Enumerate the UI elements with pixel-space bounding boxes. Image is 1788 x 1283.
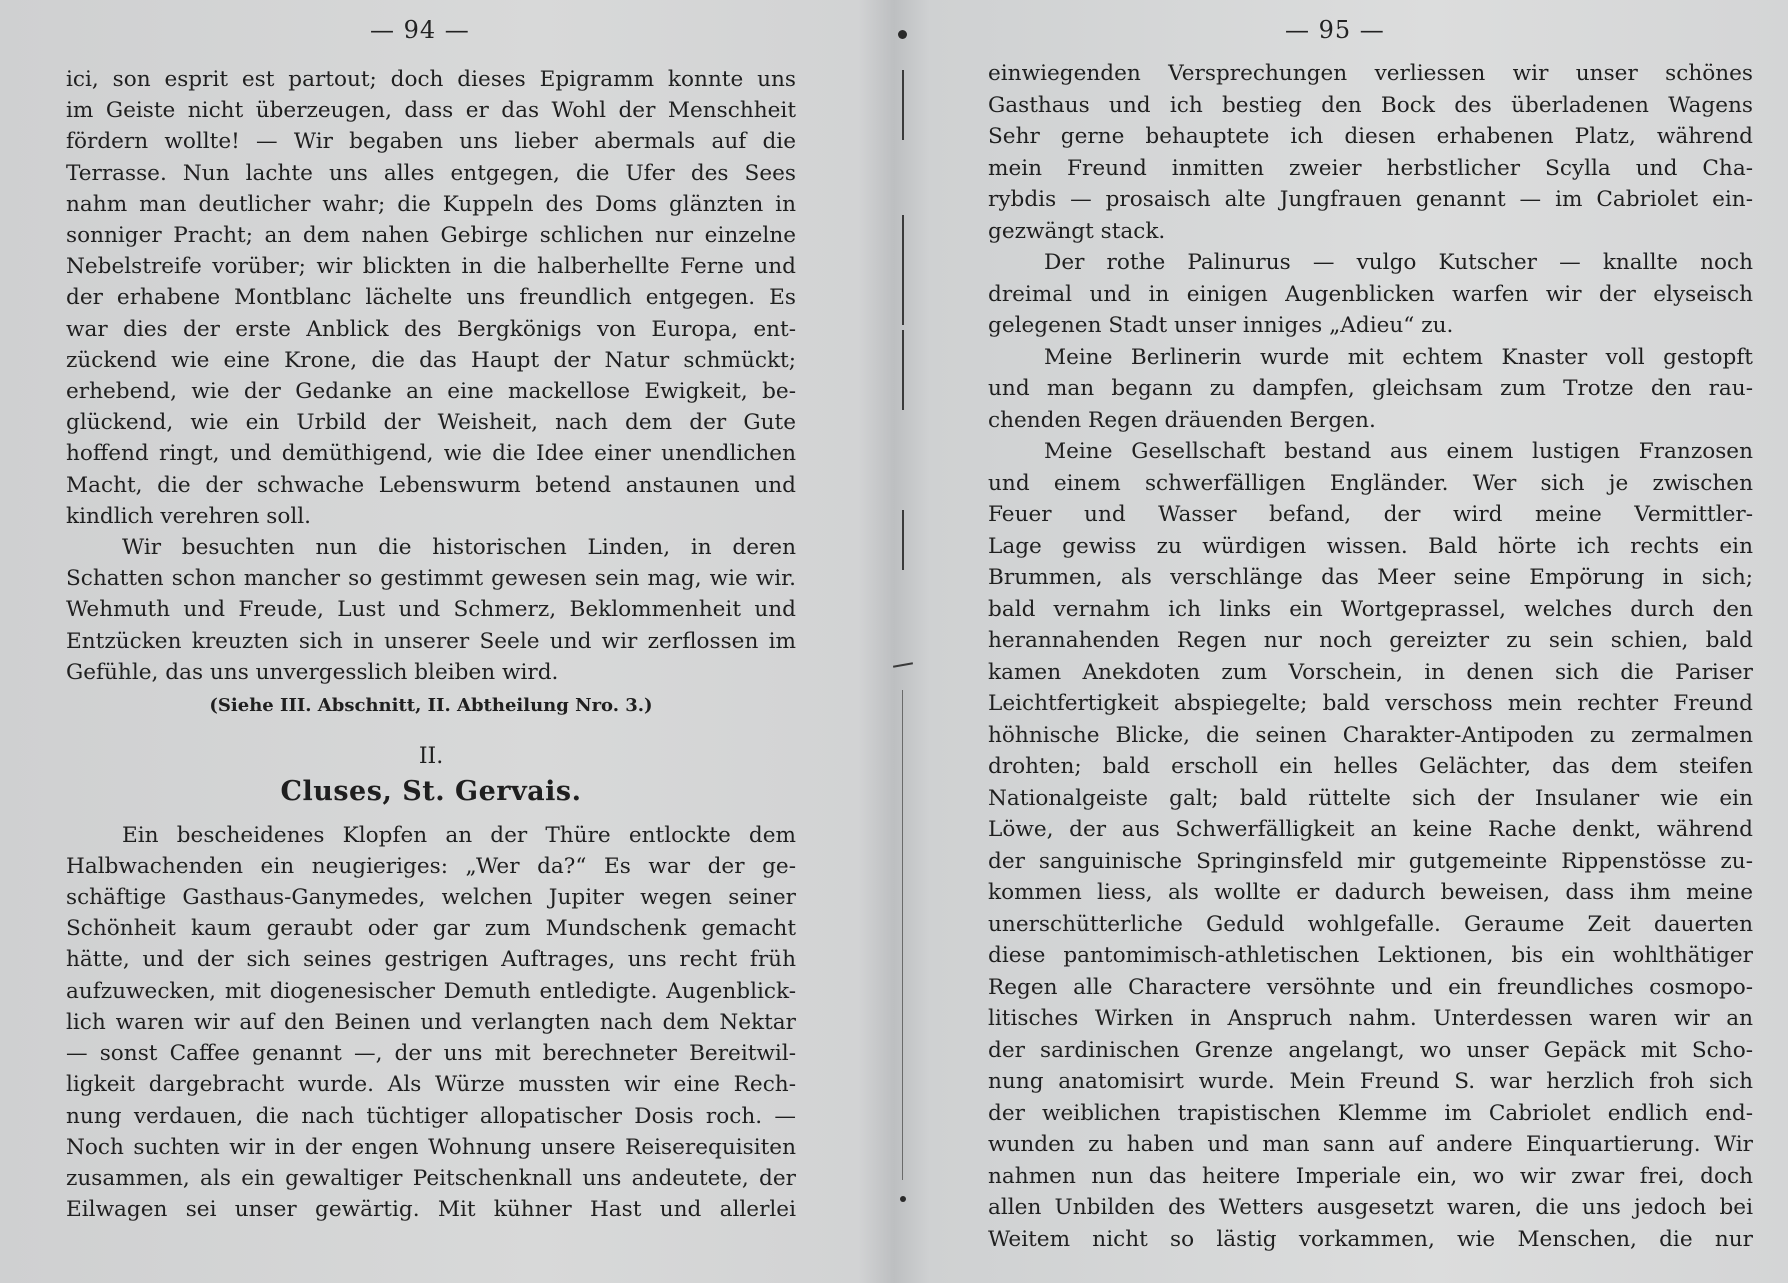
text-line: nung verdauen, die nach tüchtiger allopatischer Dosis roch. — xyxy=(66,1103,796,1129)
text-line: der erhabene Montblanc lächelte uns freundlich entgegen. Es xyxy=(66,285,796,311)
text-line: Löwe, der aus Schwerfälligkeit an keine Rache denkt, während xyxy=(988,817,1753,842)
gutter-mark xyxy=(900,1196,906,1202)
gutter-mark xyxy=(902,510,904,570)
text-line: und man begann zu dampfen, gleichsam zum Trotze den rau- xyxy=(988,376,1753,401)
text-line: Nationalgeiste galt; bald rüttelte sich der Insulaner wie ein xyxy=(988,785,1753,811)
text-line: wunden zu haben und man sann auf andere Einquartierung. Wir xyxy=(988,1132,1753,1157)
text-line: der sardinischen Grenze angelangt, wo unser Gepäck mit Scho- xyxy=(988,1037,1753,1063)
text-line: einwiegenden Versprechungen verliessen wir unser schönes xyxy=(988,61,1753,86)
text-line: lich waren wir auf den Beinen und verlangten nach dem Nektar xyxy=(66,1009,796,1035)
text-line: Lage gewiss zu würdigen wissen. Bald hörte ich rechts ein xyxy=(988,533,1753,559)
text-line: nahmen nun das heitere Imperiale ein, wo wir zwar frei, doch xyxy=(988,1163,1753,1189)
text-line: war dies der erste Anblick des Bergkönigs von Europa, ent- xyxy=(66,316,796,342)
text-line: Brummen, als verschlänge das Meer seine Empörung in sich; xyxy=(988,565,1753,590)
text-line: gelegenen Stadt unser inniges „Adieu“ zu. xyxy=(988,313,1454,338)
text-line: Wehmuth und Freude, Lust und Schmerz, Beklommenheit und xyxy=(66,597,796,623)
gutter-mark xyxy=(902,215,904,325)
text-line: drohten; bald erscholl ein helles Gelächter, das dem steifen xyxy=(988,754,1753,779)
text-line: glückend, wie ein Urbild der Weisheit, nach dem der Gute xyxy=(66,410,796,436)
page-number: — 94 — xyxy=(370,16,470,44)
text-line: mein Freund inmitten zweier herbstlicher Scylla und Cha- xyxy=(988,155,1753,181)
paragraph xyxy=(988,247,1753,342)
text-line: Nebelstreife vorüber; wir blickten in die halberhellte Ferne und xyxy=(66,254,796,280)
text-line: sonniger Pracht; an dem nahen Gebirge schlichen nur einzelne xyxy=(66,223,796,249)
right-page-text xyxy=(988,58,1753,1255)
text-line: Der rothe Palinurus — vulgo Kutscher — knallte noch xyxy=(1044,250,1753,275)
text-line: Ein bescheidenes Klopfen an der Thüre entlockte dem xyxy=(122,822,796,848)
gutter-mark xyxy=(902,70,904,140)
text-line: ici, son esprit est partout; doch dieses Epigramm konnte uns xyxy=(66,67,796,92)
text-line: höhnische Blicke, die seinen Charakter-Antipoden zu zermalmen xyxy=(988,722,1753,748)
gutter-mark xyxy=(893,662,913,667)
text-line: ligkeit dargebracht wurde. Als Würze mussten wir eine Rech- xyxy=(66,1072,796,1098)
text-line: gezwängt stack. xyxy=(988,218,1166,244)
text-line: und einem schwerfälligen Engländer. Wer sich je zwischen xyxy=(988,470,1753,496)
text-line: — sonst Caffee genannt —, der uns mit berechneter Bereitwil- xyxy=(66,1041,796,1067)
text-line: dreimal und in einigen Augenblicken warfen wir der elyseisch xyxy=(988,281,1753,307)
text-line: Terrasse. Nun lachte uns alles entgegen, die Ufer des Sees xyxy=(66,160,796,186)
text-line: Schönheit kaum geraubt oder gar zum Mundschenk gemacht xyxy=(66,916,796,942)
text-line: fördern wollte! — Wir begaben uns lieber abermals auf die xyxy=(66,129,796,155)
text-line: Wir besuchten nun die historischen Linden, in deren xyxy=(122,535,796,561)
text-line: zusammen, als ein gewaltiger Peitschenknall uns andeutete, der xyxy=(66,1165,796,1191)
text-line: unerschütterliche Geduld wohlgefalle. Geraume Zeit dauerten xyxy=(988,911,1753,937)
text-line: herannahenden Regen nur noch gereizter zu sein schien, bald xyxy=(988,628,1753,653)
section-heading: Cluses, St. Gervais. xyxy=(280,776,582,808)
text-line: Meine Gesellschaft bestand aus einem lustigen Franzosen xyxy=(1044,439,1753,464)
page-number: — 95 — xyxy=(1285,16,1385,44)
paragraph xyxy=(988,342,1753,437)
text-line: Leichtfertigkeit abspiegelte; bald verschoss mein rechter Freund xyxy=(988,691,1753,716)
text-line: allen Unbilden des Wetters ausgesetzt waren, die uns jedoch bei xyxy=(988,1195,1753,1220)
gutter-mark xyxy=(902,690,903,1180)
text-line: aufzuwecken, mit diogenesischer Demuth entledigte. Augenblick- xyxy=(66,978,796,1004)
gutter-mark xyxy=(902,330,904,410)
paragraph xyxy=(66,64,796,532)
text-line: diese pantomimisch-athletischen Lektionen, bis ein wohlthätiger xyxy=(988,943,1753,968)
text-line: Schatten schon mancher so gestimmt gewesen sein mag, wie wir. xyxy=(66,566,796,592)
text-line: Regen alle Charactere versöhnte und ein freundliches cosmopo- xyxy=(988,974,1753,1000)
cross-reference: (Siehe III. Abschnitt, II. Abtheilung Nro. 3.) xyxy=(209,695,653,717)
text-line: rybdis — prosaisch alte Jungfrauen genannt — im Cabriolet ein- xyxy=(988,187,1753,212)
text-line: Feuer und Wasser befand, der wird meine Vermittler- xyxy=(988,502,1753,527)
paragraph xyxy=(66,820,796,1226)
section-numeral: II. xyxy=(418,744,444,770)
right-page xyxy=(930,0,1788,1283)
text-line: der weiblichen trapistischen Klemme im Cabriolet endlich end- xyxy=(988,1100,1753,1126)
gutter-mark xyxy=(898,30,907,39)
text-line: erhebend, wie der Gedanke an eine mackellose Ewigkeit, be- xyxy=(66,379,796,405)
text-line: Gasthaus und ich bestieg den Bock des überladenen Wagens xyxy=(988,92,1753,118)
left-page-text xyxy=(66,64,796,1225)
text-line: nahm man deutlicher wahr; die Kuppeln des Doms glänzten in xyxy=(66,191,796,217)
text-line: Sehr gerne behauptete ich diesen erhabenen Platz, während xyxy=(988,124,1753,149)
text-line: der sanguinische Springinsfeld mir gutgemeinte Rippenstösse zu- xyxy=(988,848,1753,874)
text-line: hoffend ringt, und demüthigend, wie die Idee einer unendlichen xyxy=(66,441,796,467)
text-line: zückend wie eine Krone, die das Haupt der Natur schmückt; xyxy=(66,347,796,373)
text-line: nung anatomisirt wurde. Mein Freund S. war herzlich froh sich xyxy=(988,1069,1753,1094)
left-page xyxy=(0,0,880,1283)
book-gutter xyxy=(884,0,924,1283)
text-line: Gefühle, das uns unvergesslich bleiben wird. xyxy=(66,659,559,685)
paragraph xyxy=(988,436,1753,1255)
text-line: kamen Anekdoten zum Vorschein, in denen sich die Pariser xyxy=(988,659,1753,685)
text-line: Halbwachenden ein neugieriges: „Wer da?“ Es war der ge- xyxy=(66,853,796,879)
text-line: Noch suchten wir in der engen Wohnung unsere Reiserequisiten xyxy=(66,1134,796,1160)
text-line: Entzücken kreuzten sich in unserer Seele und wir zerflossen im xyxy=(66,628,796,654)
text-line: Weitem nicht so lästig vorkammen, wie Menschen, die nur xyxy=(988,1226,1753,1252)
text-line: hätte, und der sich seines gestrigen Auftrages, uns recht früh xyxy=(66,947,796,973)
text-line: Eilwagen sei unser gewärtig. Mit kühner Hast und allerlei xyxy=(66,1197,796,1223)
text-line: Macht, die der schwache Lebenswurm betend anstaunen und xyxy=(66,472,796,498)
text-line: bald vernahm ich links ein Wortgeprassel, welches durch den xyxy=(988,596,1753,622)
text-line: schäftige Gasthaus-Ganymedes, welchen Jupiter wegen seiner xyxy=(66,885,796,911)
paragraph xyxy=(66,532,796,688)
text-line: Meine Berlinerin wurde mit echtem Knaster voll gestopft xyxy=(1044,344,1753,370)
text-line: kommen liess, als wollte er dadurch beweisen, dass ihm meine xyxy=(988,880,1753,905)
text-line: kindlich verehren soll. xyxy=(66,503,312,529)
text-line: chenden Regen dräuenden Bergen. xyxy=(988,407,1376,433)
text-line: im Geiste nicht überzeugen, dass er das Wohl der Menschheit xyxy=(66,98,796,124)
paragraph xyxy=(988,58,1753,247)
text-line: litisches Wirken in Anspruch nahm. Unterdessen waren wir an xyxy=(988,1006,1753,1031)
